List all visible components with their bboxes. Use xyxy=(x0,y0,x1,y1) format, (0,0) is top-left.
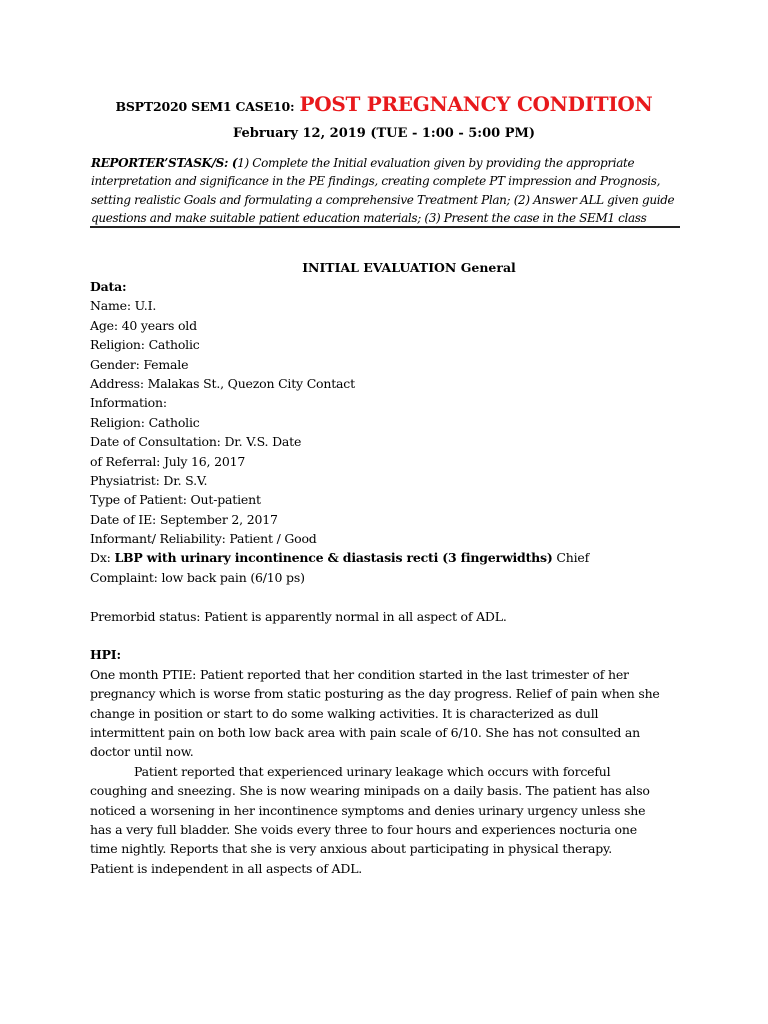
data-line: Gender: Female xyxy=(90,356,189,372)
case-title: POST PREGNANCY CONDITION xyxy=(299,92,653,116)
dx-tail: Chief xyxy=(552,550,590,566)
reporter-text: 1) Complete the Initial evaluation given by providing the appropriate xyxy=(237,156,635,170)
premorbid-line: Premorbid status: Patient is apparently normal in all aspect of ADL. xyxy=(90,608,507,624)
hpi-line: One month PTIE: Patient reported that her condition started in the last trimester of her xyxy=(90,666,629,682)
reporter-label: REPORTER’STASK/S: ( xyxy=(91,156,238,170)
dx-value: LBP with urinary incontinence & diastasis recti (3 fingerwidths) xyxy=(114,550,553,566)
data-line: Information: xyxy=(90,395,167,411)
diagnosis-line xyxy=(90,548,690,567)
document-title xyxy=(0,92,768,116)
case-code: BSPT2020 SEM1 CASE10: xyxy=(115,99,295,114)
data-line: Type of Patient: Out-patient xyxy=(90,492,261,508)
data-line: Address: Malakas St., Quezon City Contact xyxy=(90,375,355,391)
data-line: Age: 40 years old xyxy=(90,317,197,333)
reporter-line: setting realistic Goals and formulating a comprehensive Treatment Plan; (2) Answer ALL given guide xyxy=(91,192,675,207)
dx-label: Dx: xyxy=(90,550,115,566)
reporter-tasks xyxy=(91,154,691,227)
hpi-line: Patient is independent in all aspects of ADL. xyxy=(90,860,363,876)
reporter-line xyxy=(91,154,691,172)
horizontal-divider xyxy=(90,226,680,228)
hpi-line: doctor until now. xyxy=(90,744,194,760)
data-heading: Data: xyxy=(90,279,127,294)
data-line: Physiatrist: Dr. S.V. xyxy=(90,472,208,488)
hpi-line: Patient reported that experienced urinary leakage which occurs with forceful xyxy=(134,763,611,779)
hpi-line: coughing and sneezing. She is now wearing minipads on a daily basis. The patient has also xyxy=(90,783,650,799)
hpi-line: noticed a worsening in her incontinence symptoms and denies urinary urgency unless she xyxy=(90,802,646,818)
hpi-line: pregnancy which is worse from static posturing as the day progress. Relief of pain when she xyxy=(90,686,660,702)
data-line: of Referral: July 16, 2017 xyxy=(90,453,246,469)
reporter-line: interpretation and significance in the PE findings, creating complete PT impression and Prognosis, xyxy=(91,174,661,189)
evaluation-body xyxy=(90,277,690,878)
data-line: Religion: Catholic xyxy=(90,337,200,353)
data-line: Religion: Catholic xyxy=(90,414,200,430)
hpi-heading: HPI: xyxy=(90,647,121,663)
hpi-line: intermittent pain on both low back area with pain scale of 6/10. She has not consulted an xyxy=(90,724,641,740)
data-line: Informant/ Reliability: Patient / Good xyxy=(90,531,317,547)
data-line: Date of Consultation: Dr. V.S. Date xyxy=(90,434,302,450)
hpi-line: has a very full bladder. She voids every three to four hours and experiences nocturia one xyxy=(90,821,637,837)
data-line: Name: U.I. xyxy=(90,298,157,314)
data-line: Date of IE: September 2, 2017 xyxy=(90,511,278,527)
section-title: INITIAL EVALUATION General xyxy=(302,260,516,275)
reporter-line: questions and make suitable patient education materials; (3) Present the case in the SEM1 class xyxy=(91,210,647,225)
session-date: February 12, 2019 (TUE - 1:00 - 5:00 PM) xyxy=(232,126,536,141)
complaint-line: Complaint: low back pain (6/10 ps) xyxy=(90,569,305,585)
hpi-line: change in position or start to do some walking activities. It is characterized as dull xyxy=(90,705,599,721)
hpi-line: time nightly. Reports that she is very anxious about participating in physical therapy. xyxy=(90,841,612,857)
